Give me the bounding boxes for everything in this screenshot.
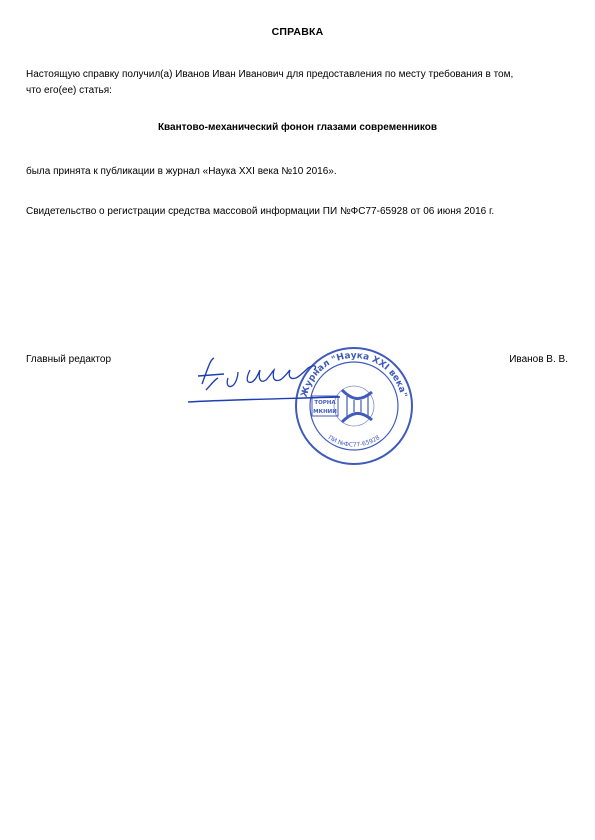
paragraph-registration: Свидетельство о регистрации средства массовой информации ПИ №ФС77-65928 от 06 июня 2016 г. — [26, 206, 495, 217]
stamp-outer-text: Журнал "Наука XXI века" — [299, 350, 409, 399]
paragraph-intro-line1: Настоящую справку получил(а) Иванов Иван Иванович для предоставления по месту требования в том, — [26, 69, 514, 80]
svg-text:ПИ №ФС77-65928 — [327, 434, 382, 448]
svg-text:Журнал "Наука XXI века" — [300, 351, 409, 399]
stamp-left-text: ТОРНА — [314, 400, 336, 406]
paragraph-publication: была принята к публикации в журнал «Наука XXI века №10 2016». — [26, 166, 337, 177]
stamp-bottom-text: ПИ №ФС77-65928 — [326, 434, 382, 449]
editor-position-label: Главный редактор — [26, 354, 112, 365]
stamp-left-text-2: МКНИИ — [313, 409, 337, 415]
editor-name: Иванов В. В. — [509, 354, 568, 365]
official-stamp — [292, 344, 416, 468]
paragraph-intro-line2: что его(ее) статья: — [26, 85, 112, 96]
document-title: СПРАВКА — [271, 26, 324, 38]
article-title: Квантово-механический фонон глазами современников — [157, 122, 438, 133]
